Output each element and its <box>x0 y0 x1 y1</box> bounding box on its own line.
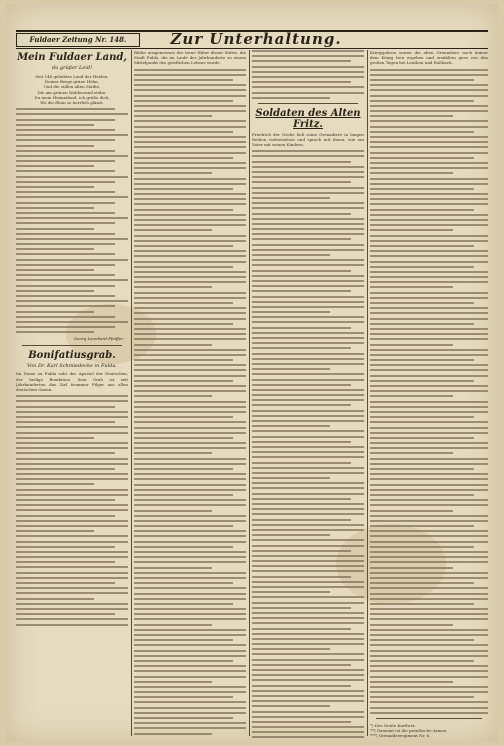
article-text: Bilder ausgemessen der treue Hüter dieser Stätte, die Stadt Fulda, die im Laufe der Jahrhunderte zu einem Mittelpunkt des geistlichen Lebens wurde. <box>134 50 246 66</box>
footnote: **) Gemeint ist die preußische Armee. <box>370 728 448 734</box>
poem-subtitle: du grüßer Leid! <box>51 65 93 71</box>
story-text: Friedrich der Große ließ seine Grenadiere in langen Reihen vorbeiziehen und sprach mit ihnen, wie ein Vater mit seinen Kindern. <box>252 131 364 148</box>
divider <box>376 718 482 719</box>
column-2 <box>134 50 246 738</box>
poem-stanza <box>16 74 128 105</box>
story-body-lines <box>370 69 488 714</box>
newspaper-page <box>6 4 498 742</box>
column-rule <box>249 50 250 736</box>
poem-line: Deiner Berge grüne Höhn, <box>45 79 99 85</box>
article-body-lines <box>252 50 364 99</box>
poem-title: Mein Fuldaer Land, <box>17 52 127 63</box>
article-byline: Von Dr. Karl Schmiedecke in Fulda. <box>26 363 118 370</box>
poem-body-lines <box>16 108 128 333</box>
article-body-lines <box>16 395 128 625</box>
story-body-lines <box>252 150 364 738</box>
poem-line: Du mein Heimatland, ich grüße dich, <box>34 94 110 100</box>
poem-line: Seit 148 geliebtes Land der Heiden, <box>35 74 109 79</box>
section-masthead <box>16 30 488 49</box>
article-title: Bonifatiusgrab. <box>28 350 116 362</box>
poem-line: Die am grünen Waldesrand stehn. <box>37 89 107 95</box>
footnote: *) Der Große Kurfürst. <box>370 722 416 728</box>
story-title: Soldaten des Alten Fritz. <box>255 107 361 130</box>
story-text: Kriegsjahren waren die alten Grenadiere noch immer dem König treu ergeben und erzählten gern von den großen Tagen bei Leuthen und Roßbach. <box>370 50 488 66</box>
article-body-lines <box>134 69 246 738</box>
footnote: ***) Grenadierregiment Nr. 6. <box>370 733 431 738</box>
poem-signature: Georg Leonhard Pfeiffer. <box>73 336 124 342</box>
column-1 <box>16 50 128 738</box>
issue-label: Fuldaer Zeitung Nr. 148. <box>16 33 140 47</box>
divider <box>22 345 122 346</box>
section-title: Zur Unterhaltung. <box>170 30 342 48</box>
column-3 <box>252 50 364 738</box>
poem-line: Und die stillen alten Städte, <box>43 84 101 90</box>
column-rule <box>367 50 368 736</box>
column-rule <box>131 50 132 736</box>
article-text: Im Dome zu Fulda ruht der Apostel der Deutschen, der heilige Bonifatius. Sein Grab ist seit Jahrhunderten das Ziel frommer Pilger aus allen deutschen Gauen. <box>16 371 128 393</box>
column-4 <box>370 50 488 738</box>
divider <box>258 103 358 104</box>
poem-line: Wo die Rhön so herrlich glänzt. <box>40 100 104 106</box>
